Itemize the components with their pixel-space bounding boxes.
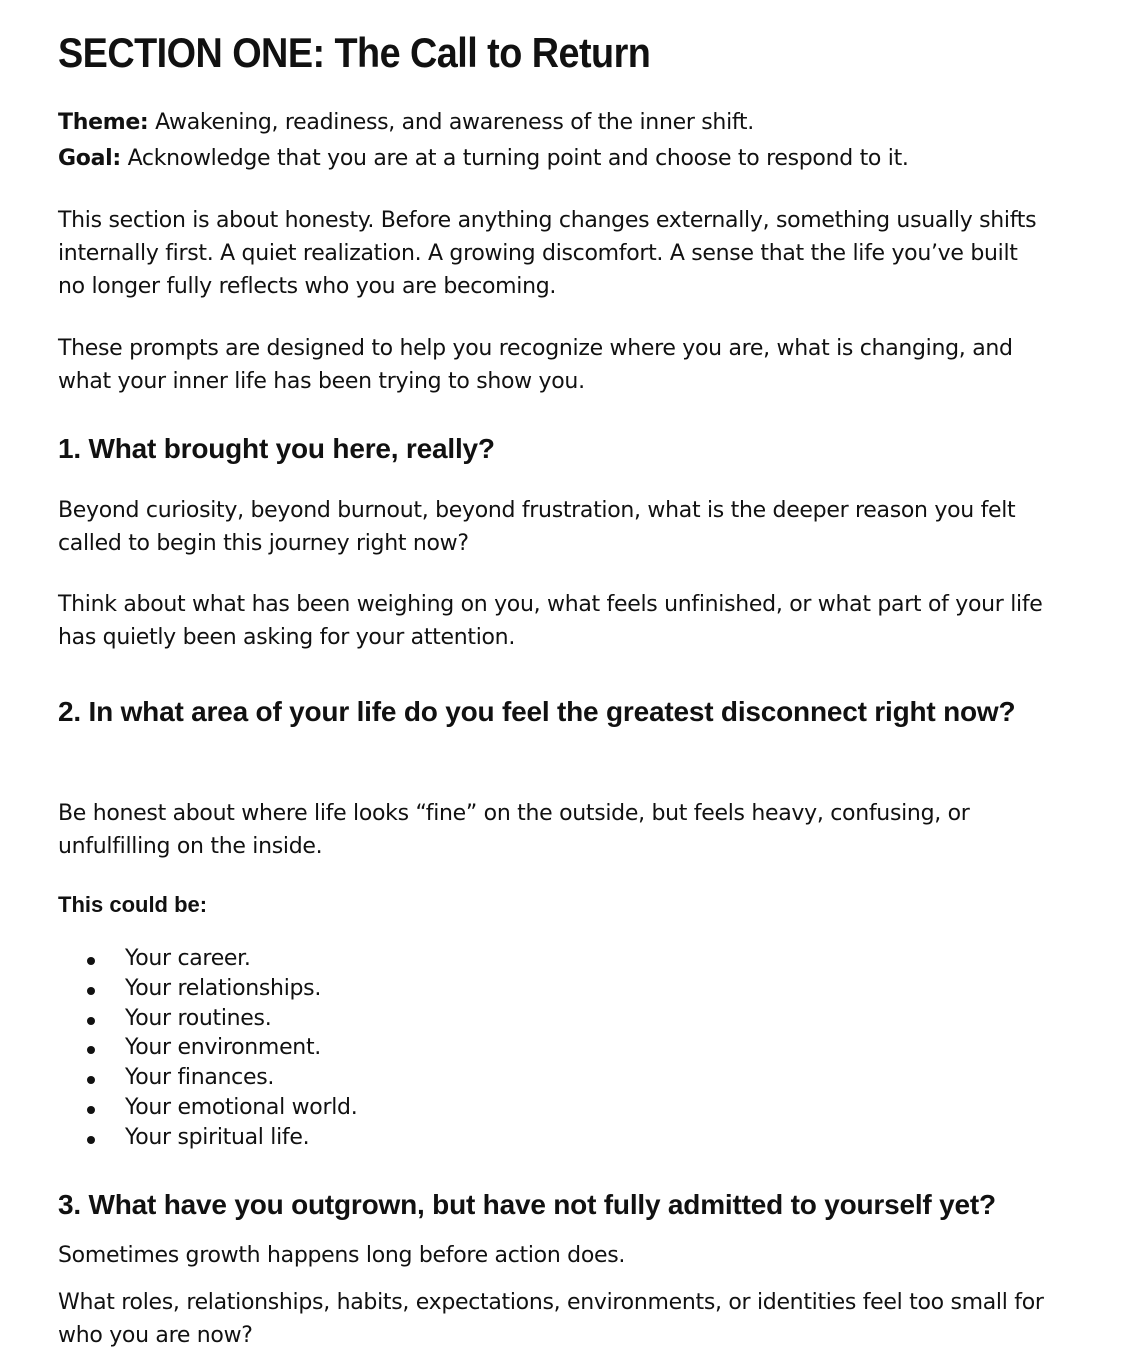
goal-line [58, 142, 909, 175]
list-item: Your career. [58, 944, 357, 974]
bullet-icon [87, 957, 95, 965]
bullet-icon [87, 987, 95, 995]
bullet-icon [87, 1076, 95, 1084]
goal-label: Goal: [58, 146, 121, 171]
list-item: Your environment. [58, 1033, 357, 1063]
prompt-1-paragraph-2: Think about what has been weighing on you, what feels unfinished, or what part of your life has quietly been asking for your attention. [58, 592, 1043, 650]
prompt-2-paragraph-1: Be honest about where life looks “fine” on the outside, but feels heavy, confusing, or unfulfilling on the inside. [58, 801, 970, 859]
intro-paragraph-2: These prompts are designed to help you recognize where you are, what is changing, and what your inner life has been trying to show you. [58, 336, 1013, 394]
prompt-3-paragraph-2: What roles, relationships, habits, expectations, environments, or identities feel too small for who you are now? [58, 1290, 1044, 1348]
list-item: Your spiritual life. [58, 1123, 357, 1153]
prompt-3-paragraph-1: Sometimes growth happens long before action does. [58, 1243, 626, 1268]
list-item: Your relationships. [58, 974, 357, 1004]
theme-line [58, 106, 754, 139]
prompt-1-paragraph-1: Beyond curiosity, beyond burnout, beyond frustration, what is the deeper reason you felt called to begin this journey right now? [58, 498, 1016, 556]
list-item: Your emotional world. [58, 1093, 357, 1123]
list-item: Your finances. [58, 1063, 357, 1093]
theme-text: Awakening, readiness, and awareness of the inner shift. [155, 110, 754, 135]
list-item: Your routines. [58, 1004, 357, 1034]
goal-text: Acknowledge that you are at a turning point and choose to respond to it. [127, 146, 909, 171]
bullet-icon [87, 1017, 95, 1025]
intro-paragraph-1: This section is about honesty. Before anything changes externally, something usually shifts internally first. A quiet realization. A growing discomfort. A sense that the life you’ve built no longer fully reflects who you are becoming. [58, 208, 1037, 299]
bullet-icon [87, 1046, 95, 1054]
section-title: SECTION ONE: The Call to Return [58, 29, 651, 76]
prompt-3-heading: 3. What have you outgrown, but have not fully admitted to yourself yet? [58, 1189, 996, 1220]
bullet-icon [87, 1136, 95, 1144]
life-areas-list [58, 944, 357, 1153]
list-label: This could be: [58, 892, 208, 917]
bullet-icon [87, 1106, 95, 1114]
prompt-2-heading: 2. In what area of your life do you feel the greatest disconnect right now? [58, 696, 1016, 727]
prompt-1-heading: 1. What brought you here, really? [58, 433, 495, 464]
theme-label: Theme: [58, 110, 149, 135]
